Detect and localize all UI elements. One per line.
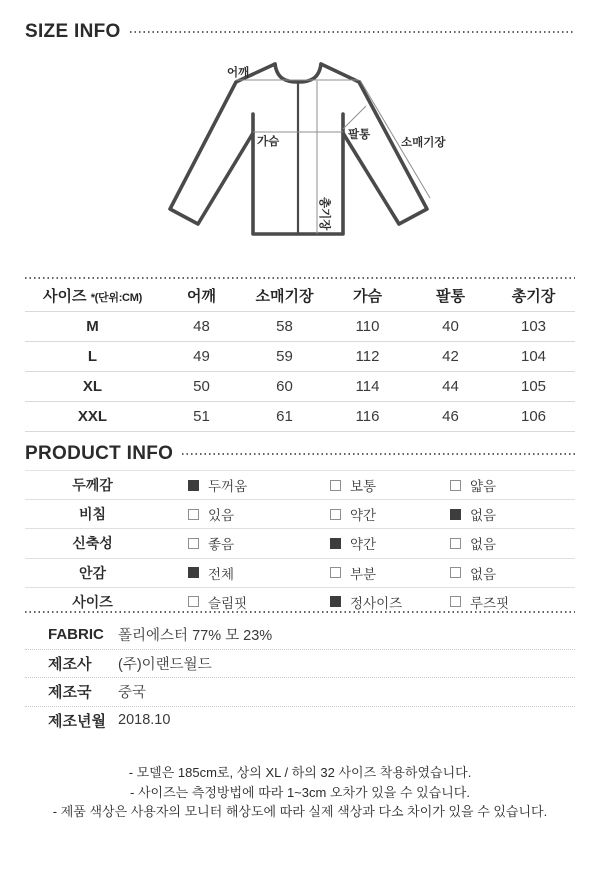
total-length-label: 총기장: [318, 197, 330, 231]
attribute-option: [422, 592, 575, 612]
attribute-option: [302, 533, 422, 553]
option-label: 없음: [470, 566, 497, 582]
attribute-row: [25, 471, 575, 500]
fabric-row: [25, 707, 575, 735]
value-cell: 50: [193, 378, 210, 395]
attribute-label: 비침: [78, 506, 107, 523]
fabric-row-label: 제조년월: [48, 712, 106, 730]
size-info-header: [25, 21, 575, 43]
option-label: 전체: [208, 566, 235, 582]
note-line: - 모델은 185cm로, 상의 XL / 하의 32 사이즈 착용하였습니다.: [128, 765, 472, 780]
fabric-row-value: (주)이랜드월드: [118, 656, 212, 673]
size-table-row: [25, 372, 575, 402]
product-info-header: [25, 443, 575, 465]
attribute-option: [422, 533, 575, 553]
size-info-title: SIZE INFO: [25, 21, 121, 42]
arm-width-measure-line: [343, 106, 366, 129]
size-table-header-row: [25, 279, 575, 312]
value-cell: 104: [520, 348, 547, 365]
size-table-row: [25, 342, 575, 372]
checkbox-icon: [330, 567, 341, 578]
value-cell: 48: [193, 318, 210, 335]
checkbox-icon: [188, 480, 199, 491]
attribute-option: [160, 475, 302, 495]
product-attribute-table: [25, 470, 575, 616]
option-label: 보통: [350, 479, 377, 495]
attribute-row: [25, 559, 575, 588]
attribute-option: [302, 504, 422, 524]
value-cell: 103: [520, 318, 547, 335]
attribute-option: [302, 563, 422, 583]
dotted-divider: [130, 31, 575, 33]
attribute-label: 신축성: [72, 535, 113, 552]
size-table: [25, 277, 575, 432]
option-label: 두꺼움: [208, 479, 248, 495]
value-cell: 61: [276, 408, 293, 425]
option-label: 좋음: [208, 537, 235, 553]
option-label: 없음: [470, 508, 497, 524]
fabric-row: [25, 650, 575, 679]
checkbox-icon: [330, 509, 341, 520]
checkbox-icon: [330, 480, 341, 491]
size-cell: M: [86, 318, 99, 335]
attribute-option: [160, 563, 302, 583]
size-cell: L: [87, 348, 98, 365]
value-cell: 40: [442, 318, 459, 335]
footer-notes: [0, 763, 600, 822]
fabric-row-label: FABRIC: [48, 626, 104, 644]
attribute-label: 안감: [78, 564, 107, 581]
checkbox-icon: [188, 509, 199, 520]
fabric-row-label: 제조국: [48, 684, 92, 702]
checkbox-icon: [188, 567, 199, 578]
value-cell: 60: [276, 378, 293, 395]
checkbox-icon: [188, 596, 199, 607]
fabric-row-value: 2018.10: [118, 712, 171, 729]
value-cell: 114: [355, 378, 380, 395]
value-cell: 59: [276, 348, 293, 365]
option-label: 있음: [208, 508, 235, 524]
fabric-row: [25, 678, 575, 707]
attribute-option: [422, 475, 575, 495]
size-table-header-col: 총기장: [511, 287, 556, 305]
value-cell: 46: [442, 408, 459, 425]
option-label: 부분: [350, 566, 377, 582]
size-table-unit: *(단위:CM): [90, 291, 142, 304]
fabric-row-value: 중국: [118, 685, 147, 702]
jacket-neckline: [275, 64, 321, 82]
checkbox-icon: [330, 596, 341, 607]
option-label: 없음: [470, 537, 497, 553]
size-table-header-col: 가슴: [353, 287, 382, 305]
value-cell: 58: [276, 318, 293, 335]
product-info-title: PRODUCT INFO: [25, 443, 174, 464]
attribute-option: [302, 475, 422, 495]
value-cell: 112: [355, 348, 380, 365]
option-label: 얇음: [470, 479, 497, 495]
fabric-row-label: 제조사: [48, 655, 92, 673]
value-cell: 106: [520, 408, 547, 425]
value-cell: 116: [355, 408, 380, 425]
jacket-measurement-diagram: [150, 50, 470, 270]
shoulder-label: 어깨: [227, 67, 250, 79]
size-table-header-col: 어깨: [187, 287, 216, 305]
fabric-row: [25, 621, 575, 650]
attribute-label: 사이즈: [72, 593, 113, 610]
option-label: 약간: [350, 537, 377, 553]
option-label: 약간: [350, 508, 377, 524]
value-cell: 42: [442, 348, 459, 365]
attribute-option: [422, 563, 575, 583]
checkbox-icon: [188, 538, 199, 549]
value-cell: 105: [520, 378, 547, 395]
checkbox-icon: [450, 509, 461, 520]
arm-width-label: 팔통: [348, 129, 371, 141]
attribute-option: [422, 504, 575, 524]
attribute-option: [160, 592, 302, 612]
option-label: 정사이즈: [350, 595, 403, 611]
checkbox-icon: [450, 567, 461, 578]
value-cell: 110: [355, 318, 380, 335]
fabric-row-value: 폴리에스터 77% 모 23%: [118, 628, 273, 645]
checkbox-icon: [450, 596, 461, 607]
sleeve-length-label: 소매기장: [401, 137, 446, 149]
note-line: - 사이즈는 측정방법에 따라 1~3cm 오차가 있을 수 있습니다.: [130, 784, 470, 800]
dotted-divider: [182, 453, 575, 455]
checkbox-icon: [450, 538, 461, 549]
size-table-row: [25, 312, 575, 342]
value-cell: 51: [193, 408, 210, 425]
checkbox-icon: [450, 480, 461, 491]
value-cell: 44: [442, 378, 459, 395]
value-cell: 49: [193, 348, 210, 365]
note-line: - 제품 색상은 사용자의 모니터 해상도에 따라 실제 색상과 다소 차이가 있을 수 있습니다.: [52, 804, 548, 819]
option-label: 루즈핏: [470, 595, 510, 611]
attribute-option: [302, 592, 422, 612]
checkbox-icon: [330, 538, 341, 549]
attribute-row: [25, 500, 575, 529]
size-table-row: [25, 402, 575, 432]
size-table-header-col: 팔통: [436, 287, 465, 305]
attribute-label: 두께감: [72, 477, 113, 494]
chest-label: 가슴: [257, 136, 280, 148]
size-table-header-size: 사이즈 *(단위:CM): [43, 287, 142, 305]
attribute-row: [25, 529, 575, 558]
size-cell: XL: [82, 378, 103, 395]
fabric-info-table: [25, 613, 575, 734]
size-table-header-col: 소매기장: [255, 287, 314, 305]
attribute-option: [160, 533, 302, 553]
attribute-option: [160, 504, 302, 524]
option-label: 슬림핏: [208, 595, 248, 611]
size-cell: XXL: [77, 408, 108, 425]
